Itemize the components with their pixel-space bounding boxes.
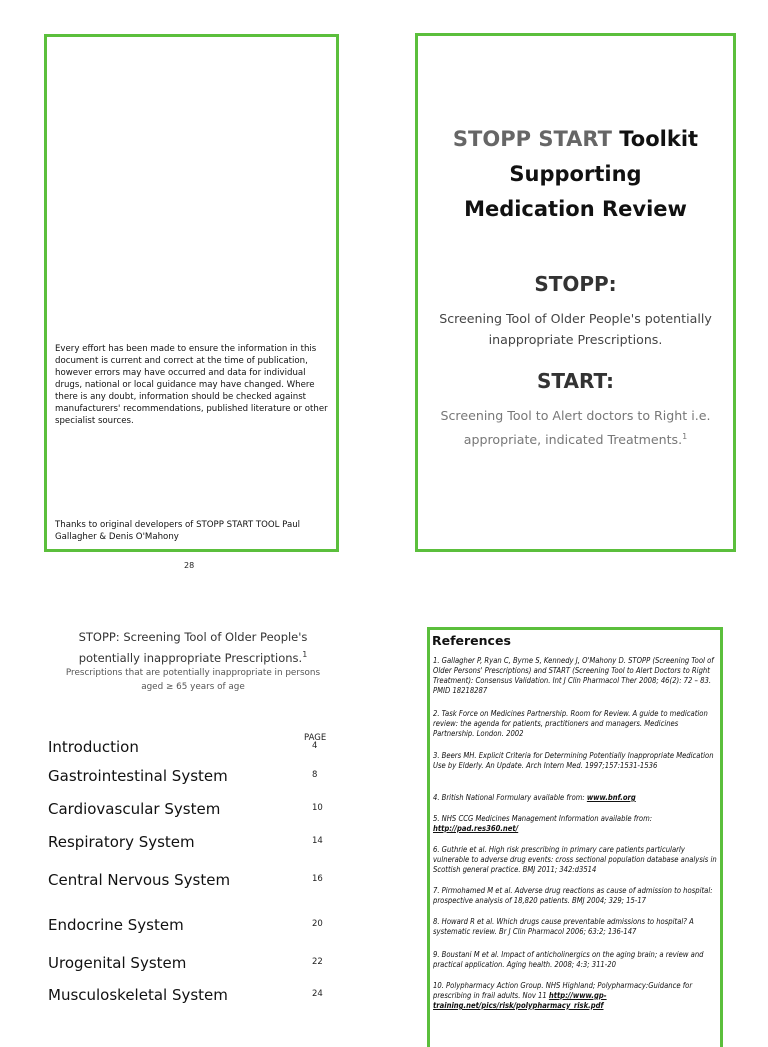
toc-entry[interactable]: [48, 954, 338, 974]
contents-heading-text: STOPP: Screening Tool of Older People's potentially inappropriate Prescriptions.: [78, 630, 308, 665]
toc-entry[interactable]: [48, 986, 338, 1006]
reference-text: 7. Pirmohamed M et al. Adverse drug reactions as cause of admission to hospital: prospective analysis of 18,820 patients. BMJ 2004; 329; 15-17: [433, 886, 713, 905]
toc-entry-page: 10: [312, 803, 323, 813]
contents-footnote-marker: 1: [302, 650, 308, 659]
reference-text: 9. Boustani M et al. Impact of anticholinergics on the aging brain; a review and practical application. Aging health. 2008; 4:3; 311-20: [433, 950, 704, 969]
back-page-panel: [44, 34, 339, 552]
toc-entry-title: Respiratory System: [48, 833, 195, 851]
contents-subheading: Prescriptions that are potentially inappropriate in persons aged ≥ 65 years of age: [65, 668, 321, 692]
toc-entry[interactable]: [48, 916, 338, 936]
stopp-heading: STOPP:: [534, 272, 617, 296]
toc-entry[interactable]: [48, 738, 338, 758]
toc-entry-title: Gastrointestinal System: [48, 767, 228, 785]
reference-text: 6. Guthrie et al. High risk prescribing in primary care patients particularly vulnerable to adverse drug events: cross sectional population database analysis in Scottish general practice. BMJ 2011; 342:d3514: [433, 845, 717, 874]
reference-item: [433, 656, 720, 696]
start-description: [424, 405, 727, 450]
toc-entry-title: Urogenital System: [48, 954, 187, 972]
toc-entry-page: 24: [312, 989, 323, 999]
title-word-toolkit: Toolkit: [619, 127, 699, 151]
title-word-start: START: [538, 127, 612, 151]
reference-item: [433, 950, 720, 970]
toc-entry[interactable]: [48, 767, 338, 787]
start-footnote-marker: 1: [682, 432, 688, 441]
reference-item: [433, 845, 720, 875]
reference-text: 5. NHS CCG Medicines Management Information available from:: [433, 814, 653, 823]
title-line-2: Supporting: [509, 162, 642, 186]
title-line-3: Medication Review: [464, 197, 687, 221]
toc-entry-page: 8: [312, 770, 318, 780]
reference-item: [433, 814, 720, 834]
page-column-label: PAGE: [304, 733, 327, 743]
contents-heading: [48, 628, 338, 667]
disclaimer-text: Every effort has been made to ensure the information in this document is current and correct at the time of publication, however errors may have occurred and data for individual drugs, national or local guidance may have changed. Where there is any doubt, information should be checked against manufacturers' recommendations, published literature or other specialist sources.: [55, 344, 328, 426]
toc-entry-title: Introduction: [48, 738, 139, 756]
toc-entry-page: 20: [312, 919, 323, 929]
toc-entry-title: Endocrine System: [48, 916, 184, 934]
toc-entry-title: Central Nervous System: [48, 871, 231, 889]
stopp-description: Screening Tool of Older People's potentially inappropriate Prescriptions.: [439, 311, 712, 347]
toc-entry-page: 14: [312, 836, 323, 846]
toc-entry[interactable]: [48, 871, 338, 891]
cover-title: [418, 122, 733, 227]
acknowledgement-text: Thanks to original developers of STOPP START TOOL Paul Gallagher & Denis O'Mahony: [55, 520, 301, 542]
reference-text: 4. British National Formulary available from:: [433, 793, 587, 802]
reference-text: 3. Beers MH. Explicit Criteria for Determining Potentially Inappropriate Medication Use by Elderly. An Update. Arch Intern Med. 1997;157:1531-1536: [433, 751, 714, 770]
toc-entry-page: 4: [312, 741, 318, 751]
reference-item: [433, 793, 720, 803]
title-word-stopp: STOPP: [452, 127, 532, 151]
toc-entry-page: 16: [312, 874, 323, 884]
reference-item: [433, 917, 720, 937]
reference-item: [433, 751, 720, 771]
reference-text: 1. Gallagher P, Ryan C, Byrne S, Kennedy J, O'Mahony D. STOPP (Screening Tool of Older Persons' Prescriptions) and START (Screening Tool to Alert Doctors to Right Treatment): Consensus Validation. Int J Clin Pharmacol Ther 2008; 46(2): 72 – 83. PMID 18218287: [433, 656, 714, 695]
references-panel: [427, 627, 723, 1047]
start-description-text: Screening Tool to Alert doctors to Right i.e. appropriate, indicated Treatments.: [440, 408, 711, 448]
reference-link[interactable]: www.bnf.org: [586, 793, 636, 802]
reference-text: 8. Howard R et al. Which drugs cause preventable admissions to hospital? A systematic review. Br J Clin Pharmacol 2006; 63:2; 136-147: [433, 917, 694, 936]
toc-entry-title: Musculoskeletal System: [48, 986, 228, 1004]
reference-link[interactable]: http://www.gp-training.net/pics/risk/polypharmacy_risk.pdf: [433, 991, 607, 1010]
reference-text: 2. Task Force on Medicines Partnership. Room for Review. A guide to medication review: the agenda for patients, practitioners and managers. Medicines Partnership. London. 2002: [433, 709, 708, 738]
reference-item: [433, 886, 720, 906]
page-number: 28: [184, 561, 195, 570]
reference-link[interactable]: http://pad.res360.net/: [433, 824, 519, 833]
toc-entry[interactable]: [48, 833, 338, 853]
toc-entry-title: Cardiovascular System: [48, 800, 221, 818]
cover-page-panel: [415, 33, 736, 552]
reference-text: 10. Polypharmacy Action Group. NHS Highland; Polypharmacy:Guidance for prescribing in frail adults. Nov 11: [433, 981, 693, 1000]
start-heading: START:: [536, 369, 615, 393]
reference-item: [433, 709, 720, 739]
toc-entry[interactable]: [48, 800, 338, 820]
reference-item: [433, 981, 720, 1011]
references-title: References: [432, 633, 511, 648]
toc-entry-page: 22: [312, 957, 323, 967]
